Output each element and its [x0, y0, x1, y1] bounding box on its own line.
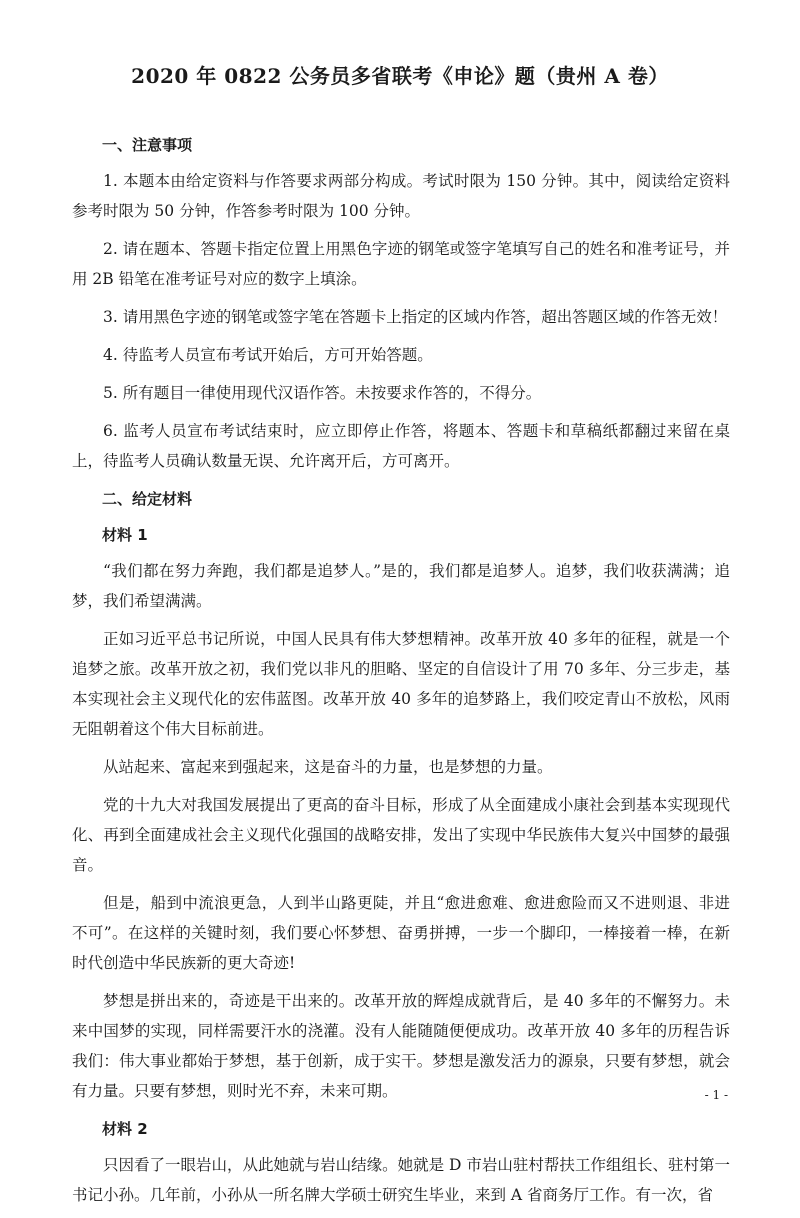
section-heading-materials: 二、给定材料 — [102, 490, 193, 508]
note-item: 5. 所有题目一律使用现代汉语作答。未按要求作答的，不得分。 — [103, 384, 542, 402]
note-item: 6. 监考人员宣布考试结束时，应立即停止作答，将题本、答题卡和草稿纸都翻过来留在桌上，待监考人员确认数量无误、允许离开后，方可离开。 — [72, 422, 730, 470]
material-paragraph: 但是，船到中流浪更急，人到半山路更陡，并且“愈进愈难、愈进愈险而又不进则退、非进不可”。在这样的关键时刻，我们要心怀梦想、奋勇拼搏，一步一个脚印，一棒接着一棒，在新时代创造中华民族新的更大奇迹! — [72, 894, 730, 972]
material-paragraph: 梦想是拼出来的，奇迹是干出来的。改革开放的辉煌成就背后，是 40 多年的不懈努力。未来中国梦的实现，同样需要汗水的浇灌。没有人能随随便便成功。改革开放 40 多年的历程告诉我们：伟大事业都始于梦想，基于创新，成于实干。梦想是激发活力的源泉，只要有梦想，就会有力量。只要有梦想，则时光不弃，未来可期。 — [72, 992, 730, 1100]
material-heading: 材料 2 — [102, 1120, 148, 1138]
page-title: 2020 年 0822 公务员多省联考《申论》题（贵州 A 卷） — [131, 64, 669, 88]
section-heading-notes: 一、注意事项 — [102, 136, 193, 154]
material-paragraph: 正如习近平总书记所说，中国人民具有伟大梦想精神。改革开放 40 多年的征程，就是一个追梦之旅。改革开放之初，我们党以非凡的胆略、坚定的自信设计了用 70 多年、分三步走，基本实现社会主义现代化的宏伟蓝图。改革开放 40 多年的追梦路上，我们咬定青山不放松，风雨无阻朝着这个伟大目标前进。 — [72, 630, 730, 738]
note-item: 1. 本题本由给定资料与作答要求两部分构成。考试时限为 150 分钟。其中，阅读给定资料参考时限为 50 分钟，作答参考时限为 100 分钟。 — [72, 172, 730, 220]
material-heading: 材料 1 — [102, 526, 148, 544]
material-paragraph: 从站起来、富起来到强起来，这是奋斗的力量，也是梦想的力量。 — [103, 758, 553, 776]
material-paragraph: 只因看了一眼岩山，从此她就与岩山结缘。她就是 D 市岩山驻村帮扶工作组组长、驻村第一书记小孙。几年前，小孙从一所名牌大学硕士研究生毕业，来到 A 省商务厅工作。有一次，省 — [72, 1156, 730, 1204]
material-paragraph: “我们都在努力奔跑，我们都是追梦人。”是的，我们都是追梦人。追梦，我们收获满满；追梦，我们希望满满。 — [72, 562, 730, 610]
note-item: 4. 待监考人员宣布考试开始后，方可开始答题。 — [103, 346, 433, 364]
document-body — [72, 130, 730, 1218]
material-paragraph: 党的十九大对我国发展提出了更高的奋斗目标，形成了从全面建成小康社会到基本实现现代化、再到全面建成社会主义现代化强国的战略安排，发出了实现中华民族伟大复兴中国梦的最强音。 — [72, 796, 730, 874]
note-item: 3. 请用黑色字迹的钢笔或签字笔在答题卡上指定的区域内作答，超出答题区域的作答无效！ — [103, 308, 728, 326]
page-number: - 1 - — [704, 1088, 728, 1102]
note-item: 2. 请在题本、答题卡指定位置上用黑色字迹的钢笔或签字笔填写自己的姓名和准考证号，并用 2B 铅笔在准考证号对应的数字上填涂。 — [72, 240, 730, 288]
